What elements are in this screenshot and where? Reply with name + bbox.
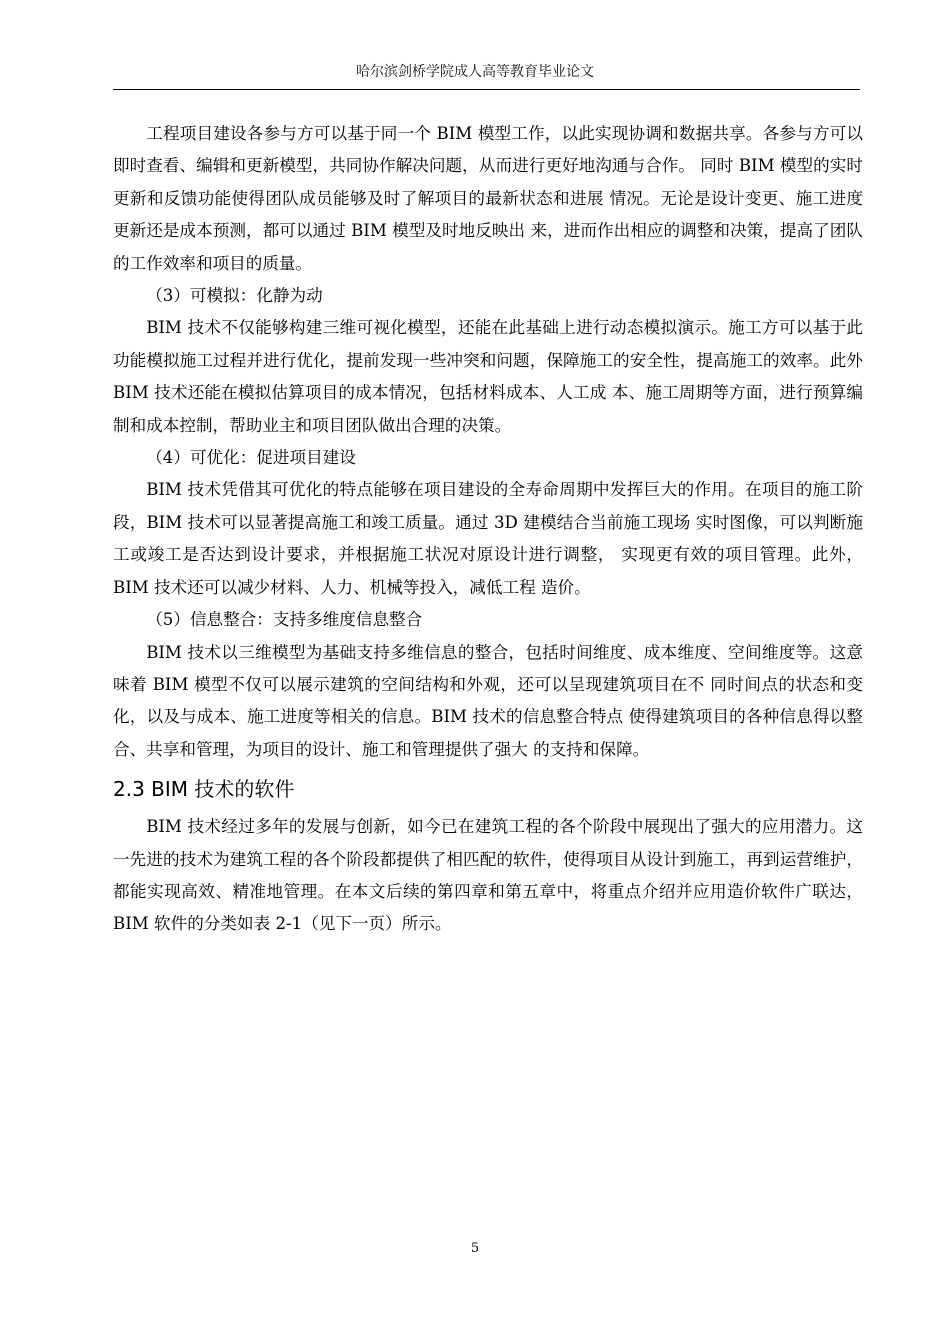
paragraph-optimization: BIM 技术凭借其可优化的特点能够在项目建设的全寿命周期中发挥巨大的作用。在项目的施工阶段，BIM 技术可以显著提高施工和竣工质量。通过 3D 建模结合当前施工现场 实时图像，可以判断施工或竣工是否达到设计要求，并根据施工状况对原设计进行调整， 实现更有效的项目管理。此外，BIM 技术还可以减少材料、人力、机械等投入，减低工程 造价。 bbox=[113, 480, 863, 597]
paragraph-collaboration: 工程项目建设各参与方可以基于同一个 BIM 模型工作，以此实现协调和数据共享。各参与方可以即时查看、编辑和更新模型，共同协作解决问题，从而进行更好地沟通与合作。 同时 BIM 模型的实时更新和反馈功能使得团队成员能够及时了解项目的最新状态和进展 情况。无论是设计变更、施工进度更新还是成本预测，都可以通过 BIM 模型及时地反映出 来，进而作出相应的调整和决策，提高了团队的工作效率和项目的质量。 bbox=[113, 124, 863, 273]
page-number: 5 bbox=[470, 1241, 480, 1256]
body-text bbox=[113, 118, 863, 941]
paragraph-simulation: BIM 技术不仅能够构建三维可视化模型，还能在此基础上进行动态模拟演示。施工方可以基于此功能模拟施工过程并进行优化，提前发现一些冲突和问题，保障施工的安全性，提高施工的效率。此外 BIM 技术还能在模拟估算项目的成本情况，包括材料成本、人工成 本、施工周期等方面，进行预算编制和成本控制，帮助业主和项目团队做出合理的决策。 bbox=[113, 318, 863, 435]
running-header: 哈尔滨剑桥学院成人高等教育毕业论文 bbox=[356, 64, 594, 80]
header-divider bbox=[113, 89, 860, 90]
section-heading-bim-software: 2.3 BIM 技术的软件 bbox=[113, 777, 295, 802]
subheading-optimization: （4）可优化：促进项目建设 bbox=[146, 448, 356, 468]
paragraph-bim-software: BIM 技术经过多年的发展与创新，如今已在建筑工程的各个阶段中展现出了强大的应用潜力。这一先进的技术为建筑工程的各个阶段都提供了相匹配的软件，使得项目从设计到施工，再到运营维护，都能实现高效、精准地管理。在本文后续的第四章和第五章中，将重点介绍并应用造价软件广联达，BIM 软件的分类如表 2-1（见下一页）所示。 bbox=[113, 817, 863, 934]
paragraph-information-integration: BIM 技术以三维模型为基础支持多维信息的整合，包括时间维度、成本维度、空间维度等。这意味着 BIM 模型不仅可以展示建筑的空间结构和外观，还可以呈现建筑项目在不 同时间点的状态和变化，以及与成本、施工进度等相关的信息。BIM 技术的信息整合特点 使得建筑项目的各种信息得以整合、共享和管理，为项目的设计、施工和管理提供了强大 的支持和保障。 bbox=[113, 642, 863, 759]
subheading-information-integration: （5）信息整合：支持多维度信息整合 bbox=[146, 610, 423, 630]
subheading-simulation: （3）可模拟：化静为动 bbox=[146, 286, 323, 306]
